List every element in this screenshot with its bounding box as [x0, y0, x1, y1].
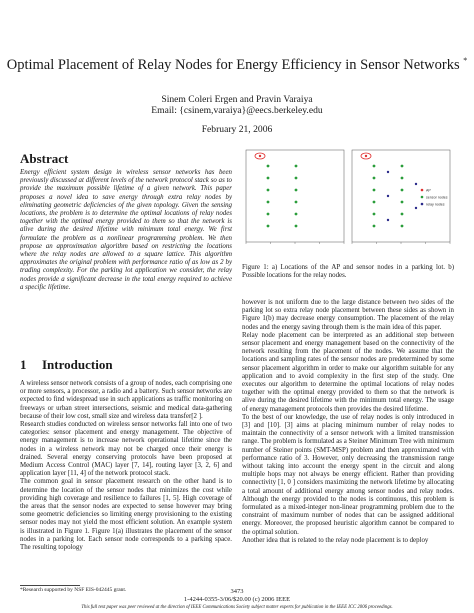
- section-title: Introduction: [42, 357, 113, 372]
- legend-label: AP: [426, 188, 431, 193]
- intro-paragraph: Research studies conducted on wireless sensor networks fall into one of two categories: sensor placement and energy management. The objective of energy management is to increase network operational lifetime since the nodes in a wireless network may not be charged once their energy is drained. Several energy conserving protocols have been proposed at Medium Access Control (MAC) layer [7, 14], routing layer [3, 2, 6] and application layer [11, 4] of the network protocol stack.: [20, 421, 232, 478]
- section-heading: [20, 357, 113, 372]
- sensor-node: [373, 177, 376, 180]
- figure-1: [242, 146, 454, 256]
- body-paragraph: however is not uniform due to the large distance between two sides of the parking lot so extra relay node placement between these sides as shown in Figure 1(b) may decrease energy consumption. The placement of the relay nodes and the energy saving through them is the main idea of this paper.: [242, 299, 454, 331]
- figure-1-plots: [242, 146, 454, 256]
- author-email: Email: {csinem,varaiya}@eecs.berkeley.edu: [151, 105, 323, 116]
- ap-point: [259, 155, 261, 157]
- relay-node: [415, 183, 417, 185]
- sensor-node: [373, 213, 376, 216]
- sensor-node: [295, 177, 298, 180]
- intro-body: [20, 380, 232, 552]
- sensor-node: [401, 165, 404, 168]
- sensor-node: [401, 189, 404, 192]
- isbn-line: 1-4244-0355-3/06/$20.00 (c) 2006 IEEE: [183, 596, 291, 603]
- relay-node: [387, 171, 389, 173]
- sensor-node: [373, 189, 376, 192]
- abstract-heading: Abstract: [20, 151, 69, 166]
- intro-paragraph: The common goal in sensor placement research on the other hand is to determine the location of the sensor nodes that minimizes the cost while providing high coverage and resilience to failures [1, 5]. High coverage of the areas that the sensor nodes are expected to sense however may bring some geometric deficiencies so limiting energy provisioning to the existing sensor nodes may not yield the most efficient solution. An example system is illustrated in Figure 1. Figure 1(a) illustrates the placement of the sensor nodes in a parking lot. Each sensor node corresponds to a parking space. The resulting topology: [20, 478, 232, 552]
- section-number: 1: [20, 357, 27, 372]
- intro-paragraph: A wireless sensor network consists of a group of nodes, each comprising one or more sensors, a processor, a radio and a battery. Such sensor networks are expected to find widespread use in such applications as traffic monitoring on freeways or urban street intersections, seismic and medical data-gathering because of their low cost, small size and wireless data transfer[2 ].: [20, 380, 232, 420]
- ap-point: [365, 155, 367, 157]
- sensor-node: [267, 225, 270, 228]
- sensor-node: [267, 165, 270, 168]
- legend-label: sensor nodes: [426, 195, 448, 200]
- abstract-text: Energy efficient system design in wireless sensor networks has been previously discussed at different levels of the network protocol stack so as to provide the maximum possible lifetime of a given network. This paper proposes a novel idea to save energy through extra relay nodes by eliminating geometric deficiencies of the given topology. Given the sensing locations, the problem is to determine the optimal locations of relay nodes together with the optimal energy provided to them so that the network is alive during the desired lifetime with minimum total energy. We first formulate the problem as a nonlinear programming problem. We then propose an approximation algorithm based on restricting the locations where the relay nodes are allowed to a square lattice. This algorithm approximates the original problem with performance ratio of as low as 2 by trading complexity. For the parking lot application we consider, the relay nodes provide a significant decrease in the total energy required to achieve a specific lifetime.: [20, 169, 232, 291]
- figure-caption: Figure 1: a) Locations of the AP and sensor nodes in a parking lot. b) Possible locations for the relay nodes.: [242, 264, 454, 280]
- legend-marker: [421, 196, 424, 199]
- footnote-rule: [20, 585, 80, 586]
- sensor-node: [401, 225, 404, 228]
- peer-review-footer: This full text paper was peer reviewed at the direction of IEEE Communications Society subject matter experts for publication in the IEEE ICC 2006 proceedings.: [81, 605, 393, 610]
- plot-frame: [246, 150, 344, 242]
- sensor-node: [373, 225, 376, 228]
- sensor-node: [295, 225, 298, 228]
- body-paragraph: Relay node placement can be interpreted as an additional step between sensor placement and energy management based on the connectivity of the network resulting from the placement of the nodes. We assume that the locations and sampling rates of the sensor nodes are predetermined by some sensor placement algorithm in order to make our algorithm suitable for any application and to avoid complexity in the first step of the study. One executes our algorithm to determine the optimal locations of relay nodes together with the optimal energy provided to them so that the network is alive during the desired lifetime with the minimum total energy. The usage of energy management protocols then provides the desired lifetime.: [242, 331, 454, 413]
- right-column-body: [242, 299, 454, 545]
- sensor-node: [373, 165, 376, 168]
- body-paragraph: Another idea that is related to the relay node placement is to deploy: [242, 536, 429, 544]
- sensor-node: [295, 189, 298, 192]
- sensor-node: [295, 165, 298, 168]
- legend-label: relay nodes: [426, 202, 445, 207]
- title-footnote-mark: *: [463, 56, 468, 65]
- legend-marker: [421, 203, 424, 206]
- relay-node: [387, 195, 389, 197]
- legend-marker: [421, 189, 424, 192]
- footnote: *Research supported by NSF EIS-042445 grant.: [20, 587, 127, 593]
- authors: Sinem Coleri Ergen and Pravin Varaiya: [161, 94, 313, 105]
- sensor-node: [267, 201, 270, 204]
- sensor-node: [401, 177, 404, 180]
- sensor-node: [267, 177, 270, 180]
- page-number: 3473: [230, 588, 244, 595]
- sensor-node: [373, 201, 376, 204]
- paper-title: Optimal Placement of Relay Nodes for Energy Efficiency in Sensor Networks *: [6, 56, 468, 73]
- sensor-node: [295, 201, 298, 204]
- relay-node: [415, 207, 417, 209]
- sensor-node: [295, 213, 298, 216]
- publication-date: February 21, 2006: [201, 124, 273, 135]
- sensor-node: [401, 213, 404, 216]
- body-paragraph: To the best of our knowledge, the use of relay nodes is only introduced in [3] and [10]. [3] aims at placing minimum number of relay nodes to maintain the connectivity of a sensor network with a limited transmission range. The problem is formulated as a Steiner Minimum Tree with minimum number of Steiner points (SMT-MSP) problem and then approximated with performance ratio of 3. However, only decreasing the transmission range without taking into account the energy spent in the circuit and along multiple hops may not always be energy efficient. Rather than providing connectivity [1, 0 ] considers maximizing the network lifetime by allocating a total amount of additional energy among sensor nodes and relay nodes. Although the energy provided to the nodes is continuous, this problem is formulated as a mixed-integer non-linear programming problem due to the constraint of maximum number of nodes that can be assigned additional energy. Moreover, the proposed heuristic algorithm cannot be compared to the optimal solution.: [242, 413, 454, 536]
- sensor-node: [401, 201, 404, 204]
- sensor-node: [267, 213, 270, 216]
- relay-node: [387, 219, 389, 221]
- sensor-node: [267, 189, 270, 192]
